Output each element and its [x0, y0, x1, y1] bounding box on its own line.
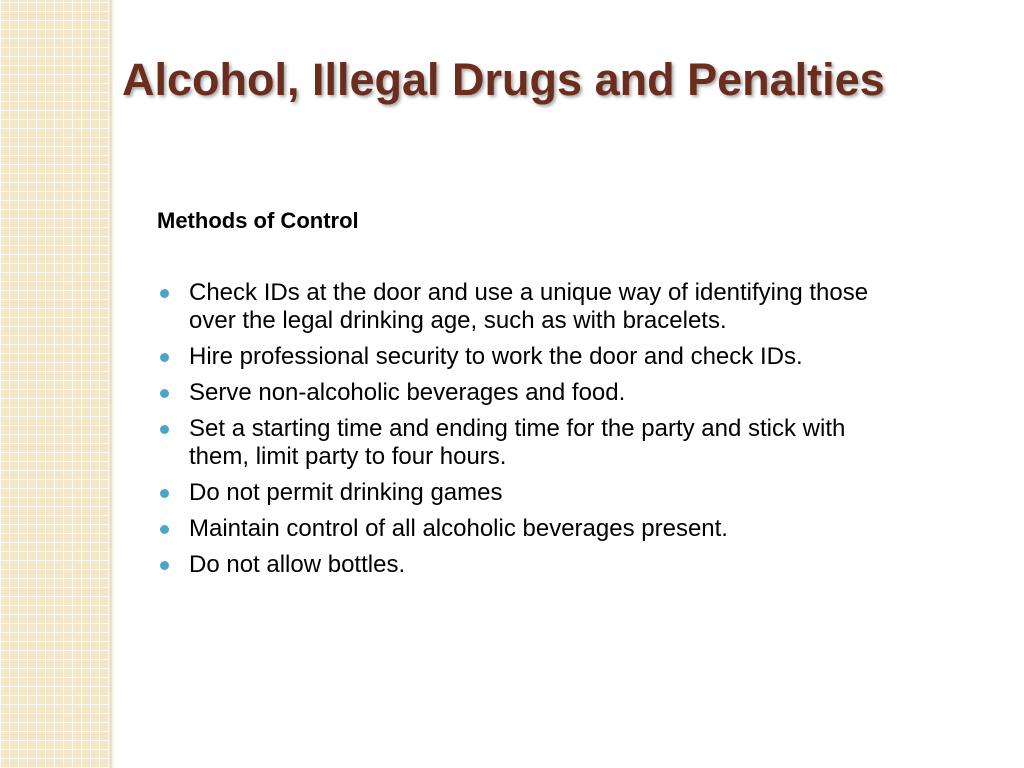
decorative-side-band — [0, 0, 110, 768]
bullet-text: Do not allow bottles. — [189, 551, 406, 578]
bullet-text: Serve non-alcoholic beverages and food. — [189, 379, 626, 406]
bullet-text: Check IDs at the door and use a unique way of identifying those over the legal drinking age, such as with bracelets. — [189, 279, 869, 334]
bullet-icon — [160, 561, 169, 570]
list-item — [157, 279, 877, 335]
list-item — [157, 551, 877, 579]
bullet-text: Do not permit drinking games — [189, 479, 503, 506]
bullet-text: Hire professional security to work the door and check IDs. — [189, 343, 803, 370]
bullet-icon — [160, 353, 169, 362]
bullet-icon — [160, 489, 169, 498]
bullet-icon — [160, 525, 169, 534]
list-item — [157, 379, 877, 407]
bullet-icon — [160, 289, 169, 298]
list-item — [157, 415, 877, 471]
bullet-list — [157, 279, 877, 587]
list-item — [157, 343, 877, 371]
bullet-icon — [160, 389, 169, 398]
bullet-icon — [160, 425, 169, 434]
slide-title: Alcohol, Illegal Drugs and Penalties — [122, 54, 885, 105]
bullet-text: Maintain control of all alcoholic beverages present. — [189, 515, 728, 542]
bullet-text: Set a starting time and ending time for the party and stick with them, limit party to four hours. — [189, 415, 846, 470]
list-item — [157, 479, 877, 507]
side-band-edge — [110, 0, 114, 768]
list-item — [157, 515, 877, 543]
section-subheading: Methods of Control — [157, 208, 359, 233]
